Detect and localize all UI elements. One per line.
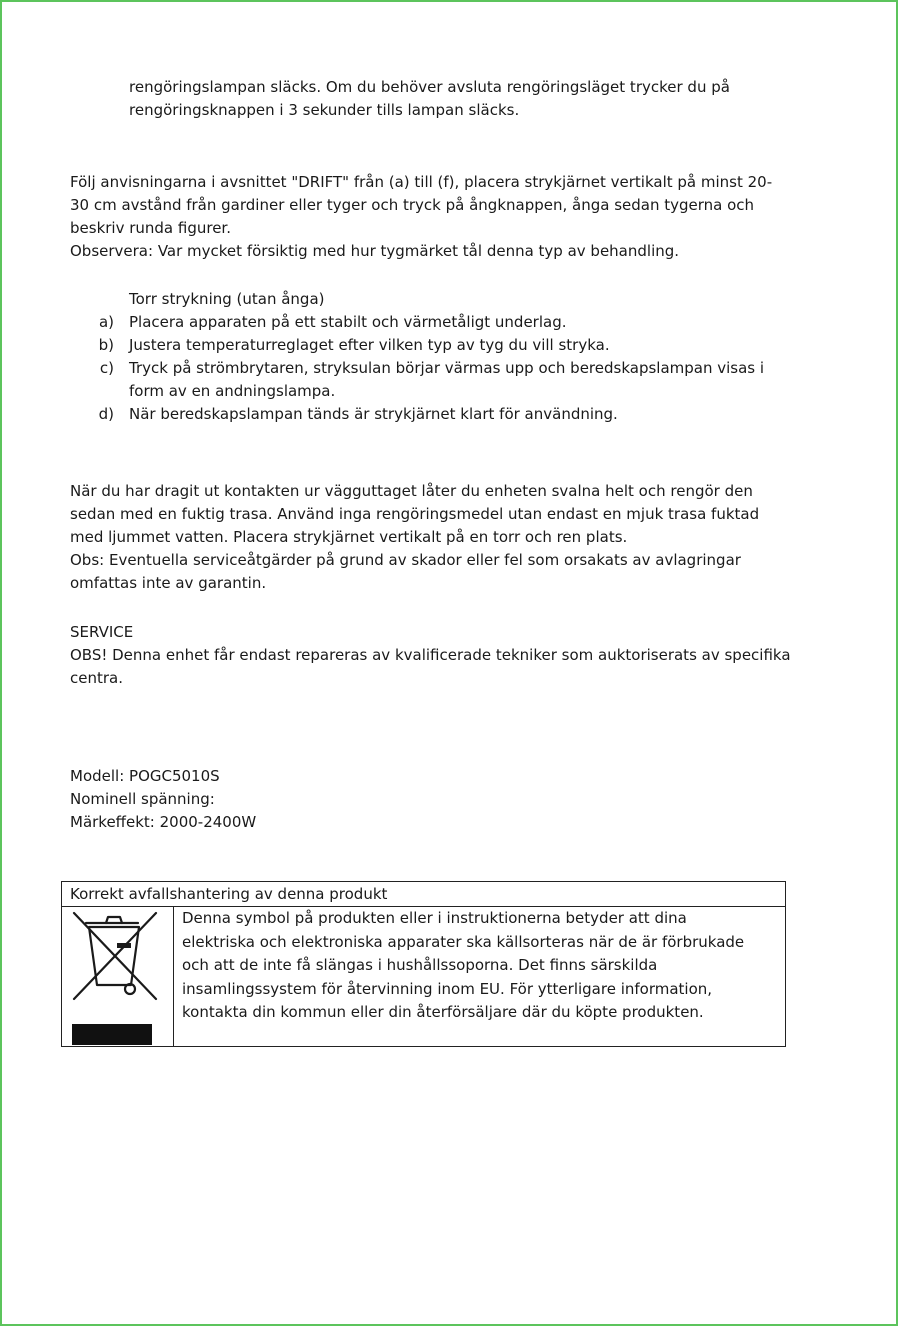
service-text-line-2: centra. [70, 669, 123, 687]
disposal-icon-cell [62, 907, 174, 1046]
maintenance-note-line-1: Obs: Eventuella serviceåtgärder på grund av skador eller fel som orsakats av avlagringar [70, 551, 741, 569]
steam-paragraph-note: Observera: Var mycket försiktig med hur tygmärket tål denna typ av behandling. [70, 242, 680, 260]
service-text-line-1: OBS! Denna enhet får endast repareras av kvalificerade tekniker som auktoriserats av specifika [70, 646, 791, 664]
steam-paragraph-line-1: Följ anvisningarna i avsnittet "DRIFT" från (a) till (f), placera strykjärnet vertikalt på minst 20- [70, 173, 773, 191]
disposal-text-line: och att de inte få slängas i hushållssoporna. Det finns särskilda [182, 956, 658, 974]
step-b-text: Justera temperaturreglaget efter vilken typ av tyg du vill stryka. [129, 336, 610, 354]
disposal-table [61, 881, 786, 1047]
steam-paragraph-line-3: beskriv runda figurer. [70, 219, 231, 237]
spec-voltage: Nominell spänning: [70, 790, 215, 808]
spec-power: Märkeffekt: 2000-2400W [70, 813, 257, 831]
disposal-table-header [62, 882, 785, 907]
cleaning-intro-line-2: rengöringsknappen i 3 sekunder tills lampan släcks. [129, 101, 520, 119]
step-c-text-line-2: form av en andningslampa. [129, 382, 336, 400]
disposal-text-line: elektriska och elektroniska apparater ska källsorteras när de är förbrukade [182, 932, 745, 951]
disposal-text-line: kontakta din kommun eller din återförsäljare där du köpte produkten. [182, 1003, 704, 1021]
step-c-text-line-1: Tryck på strömbrytaren, stryksulan börjar värmas upp och beredskapslampan visas i [129, 359, 765, 377]
service-heading: SERVICE [70, 623, 134, 641]
maintenance-line-1: När du har dragit ut kontakten ur vägguttaget låter du enheten svalna helt och rengör den [70, 482, 753, 500]
disposal-text-line: Denna symbol på produkten eller i instruktionerna betyder att dina [182, 909, 687, 927]
spec-model: Modell: POGC5010S [70, 767, 220, 785]
maintenance-line-3: med ljummet vatten. Placera strykjärnet vertikalt på en torr och ren plats. [70, 528, 628, 546]
dry-ironing-title: Torr strykning (utan ånga) [129, 290, 325, 308]
step-d-text: När beredskapslampan tänds är strykjärnet klart för användning. [129, 405, 618, 423]
step-a-text: Placera apparaten på ett stabilt och värmetåligt underlag. [129, 313, 567, 331]
step-a-marker: a) [98, 313, 114, 331]
step-c-marker: c) [99, 359, 114, 377]
crossed-out-wheelie-bin-icon [62, 907, 173, 1045]
steam-paragraph-line-2: 30 cm avstånd från gardiner eller tyger och tryck på ångknappen, ånga sedan tygerna och [70, 196, 755, 214]
step-d-marker: d) [98, 405, 114, 423]
step-b-marker: b) [98, 336, 114, 354]
disposal-text-line: insamlingssystem för återvinning inom EU. För ytterligare information, [182, 979, 713, 998]
cleaning-intro-line-1: rengöringslampan släcks. Om du behöver avsluta rengöringsläget trycker du på [129, 78, 730, 96]
disposal-header-text: Korrekt avfallshantering av denna produkt [70, 885, 388, 903]
maintenance-line-2: sedan med en fuktig trasa. Använd inga rengöringsmedel utan endast en mjuk trasa fuktad [70, 505, 760, 523]
maintenance-note-line-2: omfattas inte av garantin. [70, 574, 267, 592]
disposal-text [182, 907, 779, 1025]
